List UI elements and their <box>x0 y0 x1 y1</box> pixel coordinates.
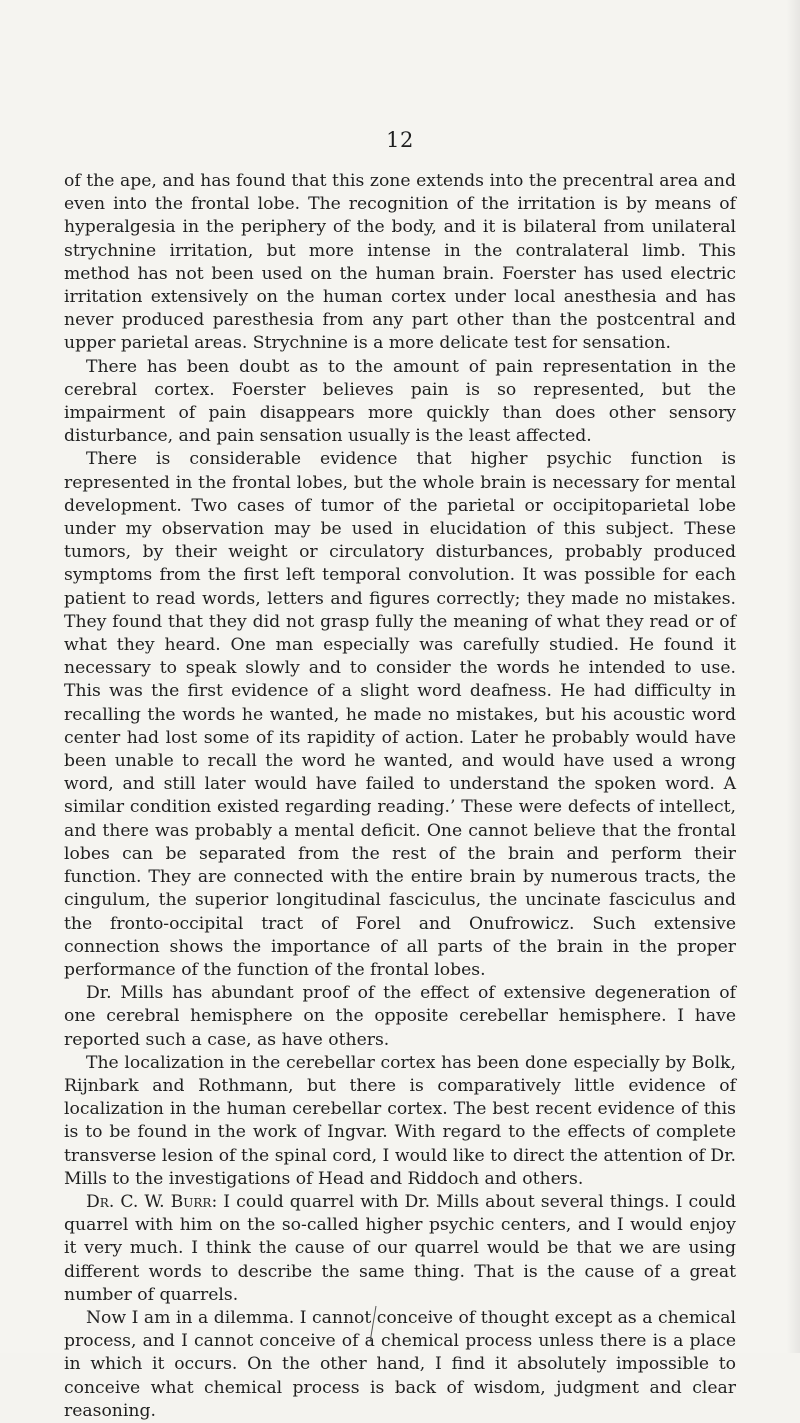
stray-pen-mark <box>368 1304 378 1344</box>
speaker-name: Dr. C. W. Burr <box>86 1191 212 1212</box>
paragraph-6 <box>64 1191 736 1307</box>
body-text <box>64 170 736 1423</box>
paragraph-1: of the ape, and has found that this zone extends into the precentral area and even into the frontal lobe. The recognition of the irritation is by means of hyperalgesia in the periphery of the body, and it is bilateral from unilateral strychnine irritation, but more intense in the contralateral limb. This method has not been used on the human brain. Foerster has used electric irritation extensively on the human cortex under local anesthesia and has never produced paresthesia from any part other than the postcentral and upper parietal areas. Strychnine is a more delicate test for sensation. <box>64 171 736 354</box>
page-number: 12 <box>386 128 414 152</box>
page-edge-shadow <box>786 0 800 1353</box>
paragraph-2: There has been doubt as to the amount of pain representation in the cerebral cortex. Foerster believes pain is so represented, but the impairment of pain disappears more quickly than does other sensory disturbance, and pain sensation usually is the least affected. <box>64 356 736 447</box>
speaker-remark: : I could quarrel with Dr. Mills about several things. I could quarrel with him on the so-called higher psychic centers, and I would enjoy it very much. I think the cause of our quarrel would be that we are using different words to describe the same thing. That is the cause of a great number of quarrels. <box>64 1191 737 1305</box>
paragraph-7: Now I am in a dilemma. I cannot conceive of thought except as a chemical process, and I cannot conceive of a chemical process unless there is a place in which it occurs. On the other hand, I find it absolutely impossible to conceive what chemical process is back of wisdom, judgment and clear reasoning. <box>64 1307 736 1421</box>
paragraph-5: The localization in the cerebellar cortex has been done especially by Bolk, Rijnbark and Rothmann, but there is comparatively little evidence of localization in the human cerebellar cortex. The best recent evidence of this is to be found in the work of Ingvar. With regard to the effects of complete transverse lesion of the spinal cord, I would like to direct the attention of Dr. Mills to the investigations of Head and Riddoch and others. <box>64 1052 736 1189</box>
paragraph-4: Dr. Mills has abundant proof of the effect of extensive degeneration of one cerebral hemisphere on the opposite cerebellar hemisphere. I have reported such a case, as have others. <box>64 983 736 1050</box>
paragraph-3: There is considerable evidence that higher psychic function is represented in the frontal lobes, but the whole brain is necessary for mental development. Two cases of tumor of the parietal or occipitoparietal lobe under my observation may be used in elucidation of this subject. These tumors, by their weight or circulatory disturbances, probably produced symptoms from the first left temporal convolution. It was possible for each patient to read words, letters and figures correctly; they made no mistakes. They found that they did not grasp fully the meaning of what they read or of what they heard. One man especially was carefully studied. He found it necessary to speak slowly and to consider the words he intended to use. This was the first evidence of a slight word deafness. He had difficulty in recalling the words he wanted, he made no mistakes, but his acoustic word center had lost some of its rapidity of action. Later he probably would have been unable to recall the word he wanted, and would have used a wrong word, and still later would have failed to understand the spoken word. A similar condition existed regarding reading.’ These were defects of intellect, and there was probably a mental deficit. One cannot believe that the frontal lobes can be separated from the rest of the brain and perform their function. They are connected with the entire brain by numerous tracts, the cingulum, the superior longitudinal fasciculus, the uncinate fasciculus and the fronto-occipital tract of Forel and Onufrowicz. Such extensive connection shows the importance of all parts of the brain in the proper performance of the function of the frontal lobes. <box>64 449 736 980</box>
